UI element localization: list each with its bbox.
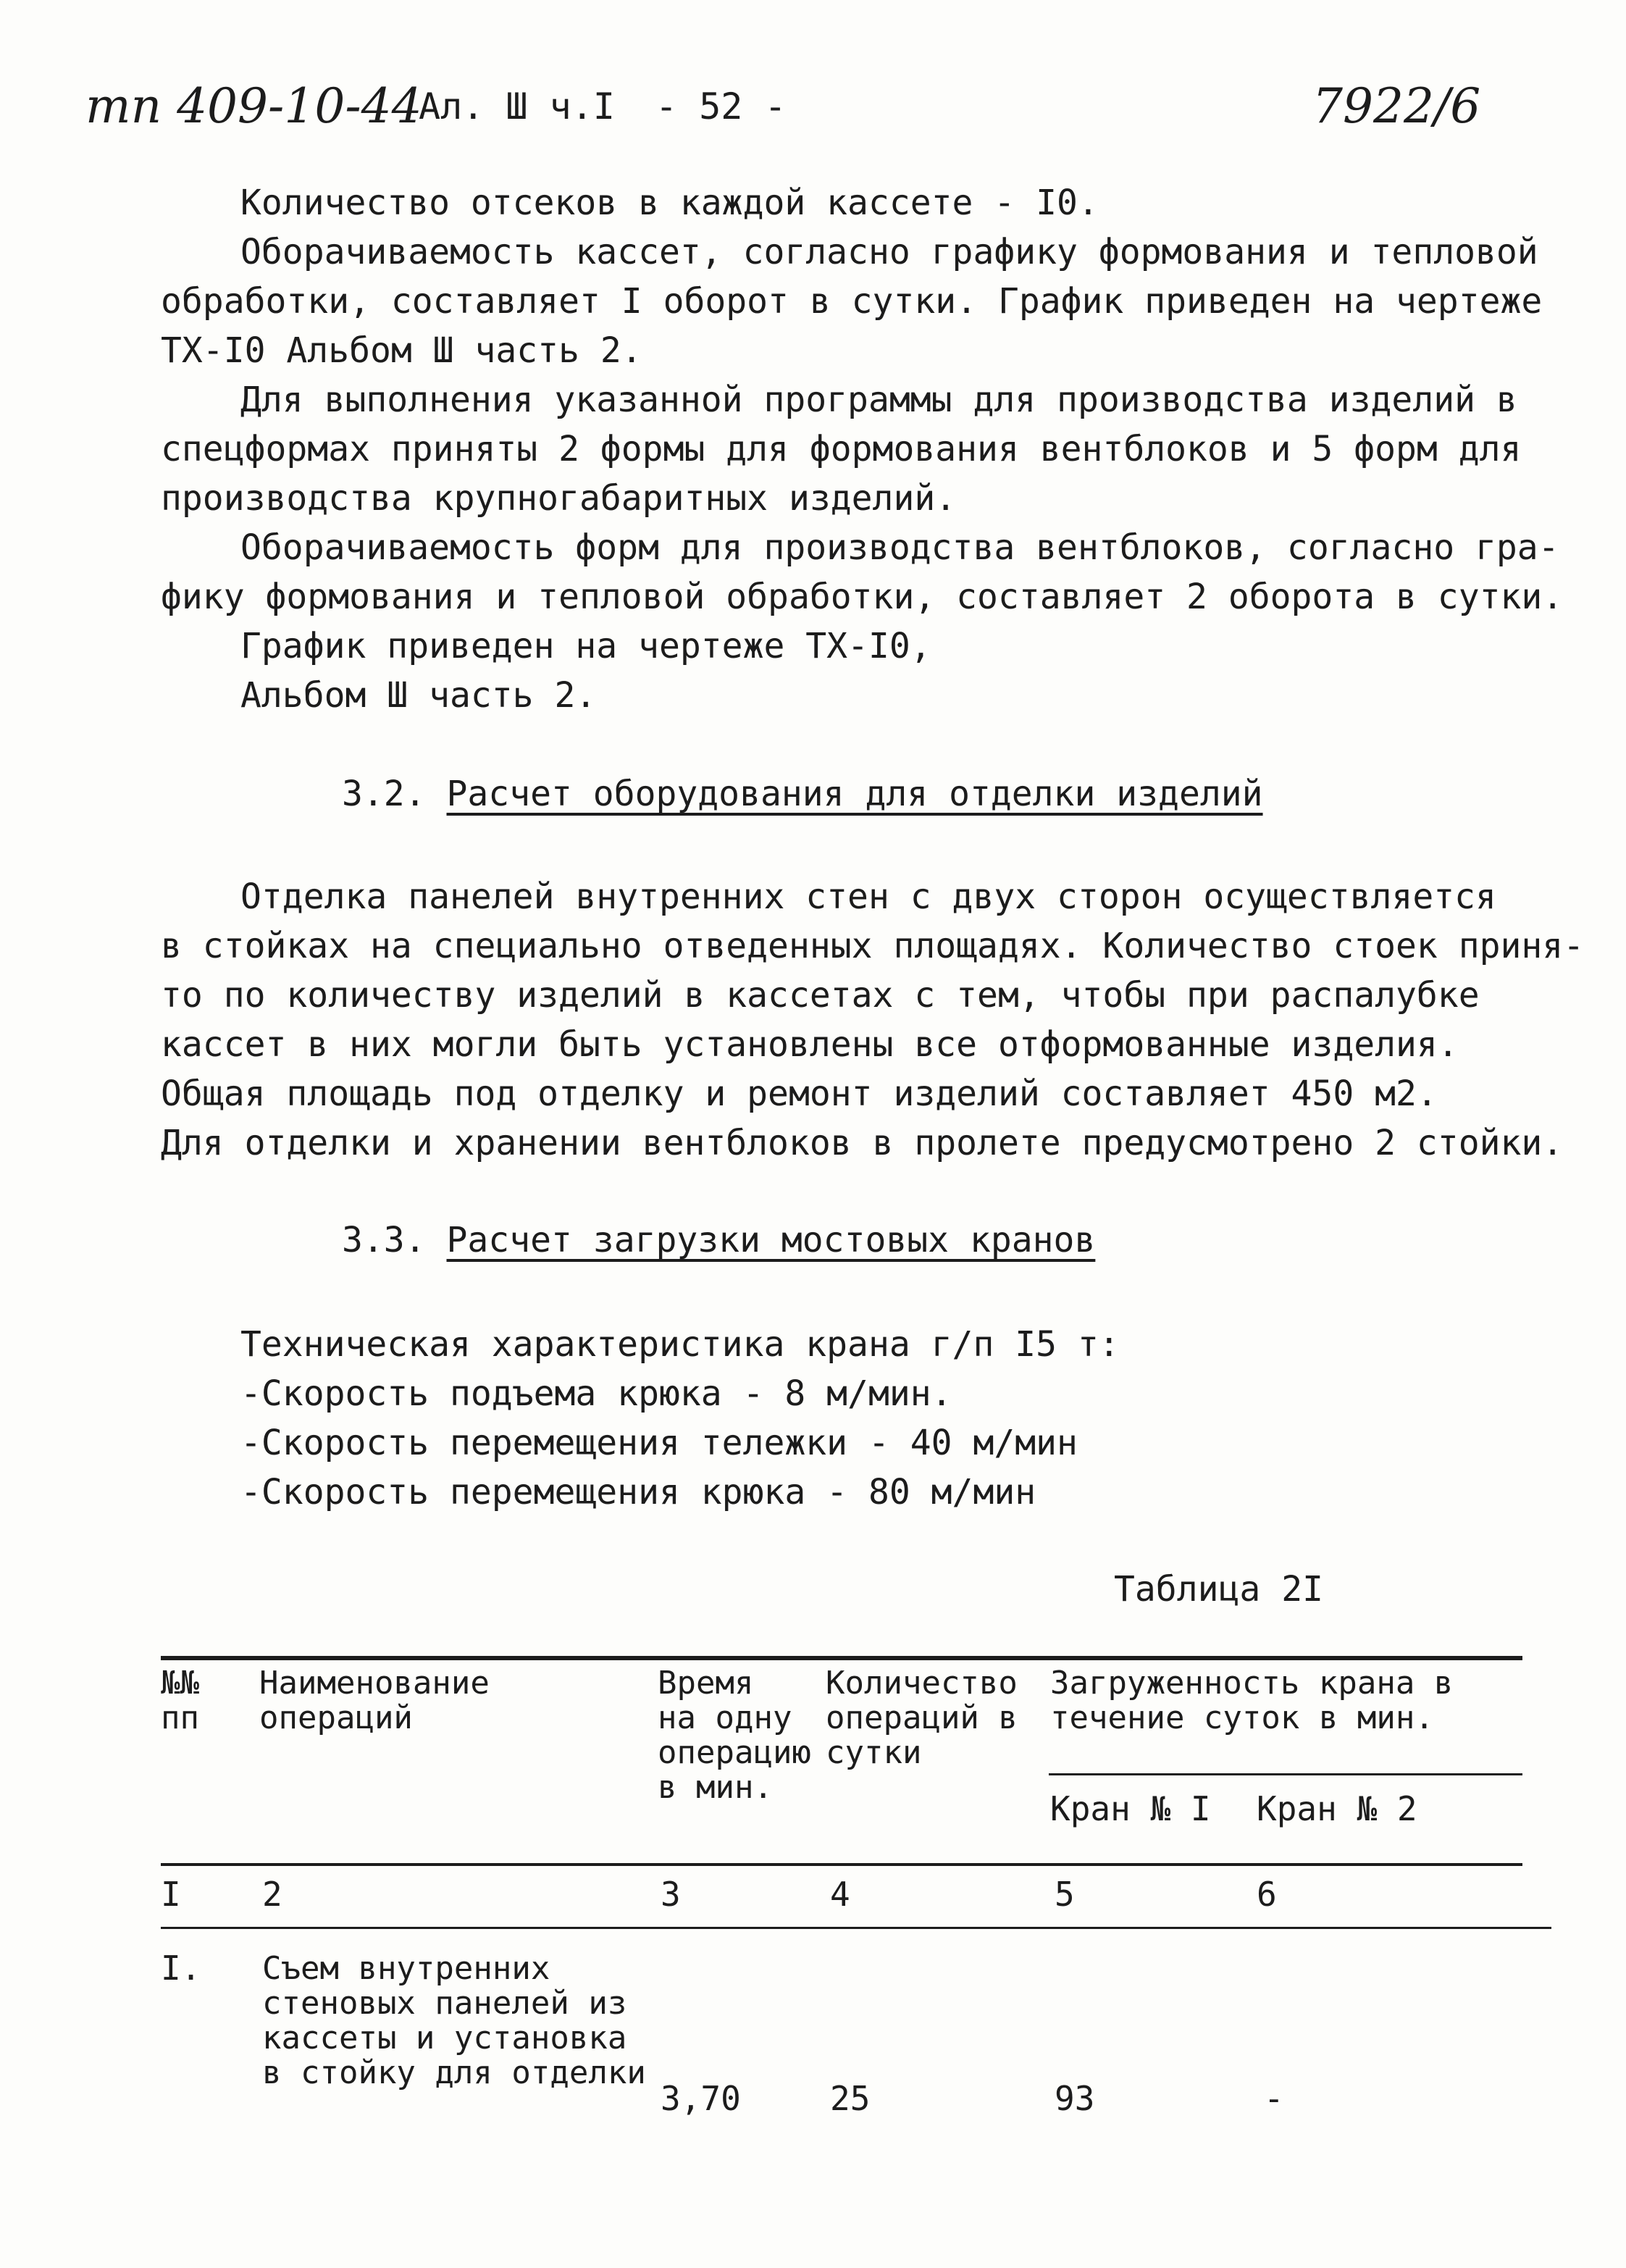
- header-crane2: Кран № 2: [1257, 1789, 1417, 1828]
- section-title: Расчет оборудования для отделки изделий: [446, 774, 1263, 814]
- text-line: спецформах приняты 2 формы для формования вентблоков и 5 форм для: [161, 429, 1522, 469]
- row-name: Съем внутренних стеновых панелей из кассеты и установка в стойку для отделки: [262, 1950, 646, 2091]
- header-num: №№ пп: [161, 1665, 199, 1736]
- text-line: ТХ-I0 Альбом Ш часть 2.: [161, 330, 642, 371]
- text-line: обработки, составляет I оборот в сутки. График приведен на чертеже: [161, 281, 1543, 322]
- doc-code: тп 409-10-44: [85, 78, 422, 134]
- col-number: 5: [1055, 1875, 1075, 1914]
- col-number: I: [161, 1875, 181, 1914]
- col-number: 4: [830, 1875, 850, 1914]
- numbers-bottom-rule: [161, 1927, 1551, 1929]
- header-name: Наименование операций: [259, 1665, 490, 1736]
- row-num: I.: [161, 1949, 201, 1988]
- text-line: График приведен на чертеже ТХ-I0,: [240, 626, 931, 666]
- section-heading: [342, 774, 1263, 814]
- row-count: 25: [830, 2079, 871, 2118]
- section-title: Расчет загрузки мостовых кранов: [446, 1220, 1096, 1260]
- text-line: Оборачиваемость кассет, согласно графику формования и тепловой: [240, 232, 1538, 272]
- header-count: Количество операций в сутки: [826, 1665, 1018, 1771]
- table-top-rule: [161, 1656, 1522, 1660]
- section-number: 3.3.: [342, 1220, 426, 1260]
- text-line: в стойках на специально отведенных площадях. Количество стоек приня-: [161, 926, 1585, 966]
- text-line: производства крупногабаритных изделий.: [161, 478, 957, 519]
- section-number: 3.2.: [342, 774, 426, 814]
- header-load: Загруженность крана в течение суток в мин.: [1050, 1665, 1454, 1736]
- subheader-rule: [1049, 1773, 1522, 1775]
- text-line: Для выполнения указанной программы для производства изделий в: [240, 380, 1517, 420]
- spec-line: -Скорость перемещения крюка - 80 м/мин: [240, 1472, 1036, 1512]
- sheet-id: 7922/6: [1312, 78, 1481, 134]
- spec-line: -Скорость подъема крюка - 8 м/мин.: [240, 1373, 952, 1414]
- text-line: кассет в них могли быть установлены все отформованные изделия.: [161, 1024, 1459, 1065]
- spec-line: Техническая характеристика крана г/п I5 т:: [240, 1324, 1120, 1365]
- text-line: фику формования и тепловой обработки, составляет 2 оборота в сутки.: [161, 577, 1564, 617]
- text-line: Отделка панелей внутренних стен с двух сторон осуществляется: [240, 876, 1496, 917]
- page-number: - 52 -: [655, 85, 787, 127]
- col-number: 3: [661, 1875, 681, 1914]
- row-time: 3,70: [661, 2079, 741, 2118]
- col-number: 2: [262, 1875, 282, 1914]
- text-line: Альбом Ш часть 2.: [240, 675, 597, 716]
- text-line: Оборачиваемость форм для производства вентблоков, согласно гра-: [240, 527, 1559, 568]
- col-number: 6: [1257, 1875, 1277, 1914]
- text-line: Количество отсеков в каждой кассете - I0.: [240, 183, 1099, 223]
- row-crane1: 93: [1055, 2079, 1095, 2118]
- header-time: Время на одну операцию в мин.: [658, 1665, 811, 1806]
- text-line: то по количеству изделий в кассетах с тем, чтобы при распалубке: [161, 975, 1480, 1016]
- table-caption: Таблица 2I: [1114, 1569, 1323, 1610]
- row-crane2: -: [1264, 2079, 1284, 2118]
- text-line: Общая площадь под отделку и ремонт изделий составляет 450 м2.: [161, 1074, 1438, 1114]
- text-line: Для отделки и хранении вентблоков в пролете предусмотрено 2 стойки.: [161, 1123, 1564, 1163]
- section-heading: [342, 1220, 1095, 1260]
- header-bottom-rule: [161, 1863, 1522, 1866]
- spec-line: -Скорость перемещения тележки - 40 м/мин: [240, 1423, 1078, 1463]
- header-crane1: Кран № I: [1050, 1789, 1211, 1828]
- album-ref: Ал. Ш ч.I: [419, 85, 615, 127]
